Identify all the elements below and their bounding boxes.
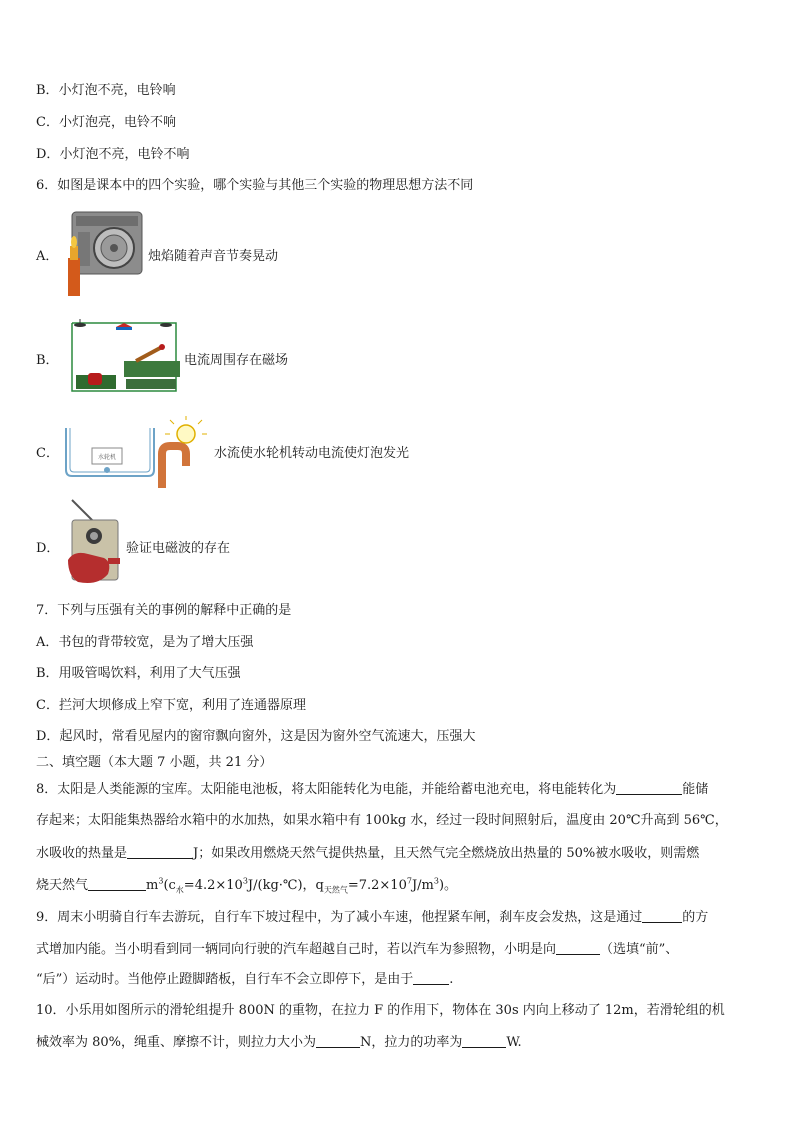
option-text: 书包的背带较宽，是为了增大压强: [58, 635, 254, 650]
q9-blank-2[interactable]: [556, 940, 600, 955]
q8-text: 水吸收的热量是: [36, 846, 128, 861]
option-text: 拦河大坝修成上窄下宽，利用了连通器原理: [58, 698, 306, 713]
option-text: 用吸管喝饮料，利用了大气压强: [58, 666, 241, 681]
q9-blank-3[interactable]: [413, 970, 449, 985]
q6-stem: 6．如图是课本中的四个实验，哪个实验与其他三个实验的物理思想方法不同: [36, 178, 474, 193]
q8-text: )。: [438, 878, 458, 893]
q9-line-2: [36, 940, 678, 959]
q7-option-a: [36, 634, 253, 652]
q6-option-c-text: 水流使水轮机转动电流使灯泡发光: [214, 446, 410, 461]
q8-text: 能储: [682, 782, 709, 797]
option-label: C．: [36, 115, 59, 130]
q8-text: J/(kg·℃)，q: [247, 878, 324, 893]
circuit-magnet-image: [66, 317, 182, 397]
q9-text: 的方: [682, 910, 709, 925]
q8-sup: 7: [406, 876, 412, 886]
option-text: 小灯泡亮，电铃不响: [58, 115, 176, 130]
q10-text: N，拉力的功率为: [360, 1035, 463, 1050]
option-text: 小灯泡不亮，电铃不响: [59, 147, 190, 162]
option-label: C．: [36, 698, 59, 713]
speaker-candle-image: [62, 206, 146, 298]
q7-option-c: [36, 697, 306, 715]
q10-line-1: 10．小乐用如图所示的滑轮组提升 800N 的重物，在拉力 F 的作用下，物体在 30s 内向上移动了 12m，若滑轮组的机: [36, 1003, 725, 1018]
q6-option-b-text: 电流周围存在磁场: [184, 353, 289, 368]
q9-text: 9．周末小明骑自行车去游玩，自行车下坡过程中，为了减小车速，他捏紧车闸，刹车皮会发热，这是通过: [36, 910, 643, 925]
q9-text: .: [449, 972, 454, 987]
q8-line-2: 存起来；太阳能集热器给水箱中的水加热，如果水箱中有 100kg 水，经过一段时间照射后，温度由 20℃升高到 56℃，: [36, 813, 728, 828]
option-label: B．: [36, 83, 59, 98]
q8-text: m: [146, 878, 159, 893]
q8-text: J；如果改用燃烧天然气提供热量，且天然气完全燃烧放出热量的 50%被水吸收，则需燃: [193, 846, 700, 861]
q8-line-1: [36, 780, 708, 799]
q8-text: J/m: [411, 878, 434, 893]
q6-option-a-label: A．: [36, 249, 59, 264]
q6-option-a-text: 烛焰随着声音节奏晃动: [148, 249, 279, 264]
q10-text: 械效率为 80%，绳重、摩擦不计，则拉力大小为: [36, 1035, 317, 1050]
option-label: A．: [36, 635, 59, 650]
option-text: 起风时，常看见屋内的窗帘飘向窗外，这是因为窗外空气流速大，压强大: [59, 729, 476, 744]
q9-line-3: [36, 970, 453, 989]
q8-sup: 3: [433, 876, 439, 886]
q10-blank-2[interactable]: [462, 1033, 506, 1048]
q8-text: =4.2×10: [183, 878, 243, 893]
q8-text: 烧天然气: [36, 878, 89, 893]
q5-option-c: [36, 114, 176, 132]
q7-option-d: [36, 728, 475, 746]
q8-text: =7.2×10: [347, 878, 407, 893]
water-turbine-image: [62, 414, 212, 488]
q6-option-d-label: D．: [36, 541, 60, 556]
q9-text: “后”）运动时。当他停止蹬脚踏板，自行车不会立即停下，是由于: [36, 972, 414, 987]
q8-blank-1[interactable]: [616, 780, 682, 795]
q5-option-b: [36, 82, 176, 100]
q9-text: （选填“前”、: [600, 942, 679, 957]
q9-line-1: [36, 908, 708, 927]
q8-text: 8．太阳是人类能源的宝库。太阳能电池板，将太阳能转化为电能，并能给蓄电池充电，将电能转化为: [36, 782, 617, 797]
q8-line-4: [36, 876, 457, 895]
section-heading: 二、填空题（本大题 7 小题，共 21 分）: [36, 755, 273, 770]
q8-blank-2[interactable]: [127, 844, 193, 859]
water-turbine-label: 水轮机: [97, 454, 117, 461]
q8-blank-3[interactable]: [88, 876, 146, 891]
q7-option-b: [36, 665, 241, 683]
q5-option-d: [36, 146, 189, 164]
q9-text: 式增加内能。当小明看到同一辆同向行驶的汽车超越自己时，若以汽车为参照物，小明是向: [36, 942, 557, 957]
q10-text: W.: [506, 1035, 522, 1050]
option-label: B．: [36, 666, 59, 681]
q9-blank-1[interactable]: [642, 908, 682, 923]
q8-sup: 3: [242, 876, 248, 886]
q6-option-c-label: C．: [36, 446, 59, 461]
q6-option-b-label: B．: [36, 353, 59, 368]
q7-stem: 7．下列与压强有关的事例的解释中正确的是: [36, 603, 292, 618]
q8-sub: 水: [175, 885, 184, 895]
option-label: D．: [36, 729, 60, 744]
q8-text: (c: [163, 878, 176, 893]
q8-sup: 3: [158, 876, 164, 886]
option-text: 小灯泡不亮，电铃响: [58, 83, 176, 98]
q8-line-3: [36, 844, 699, 863]
q8-sub: 天然气: [323, 885, 348, 895]
q10-blank-1[interactable]: [316, 1033, 360, 1048]
q6-option-d-text: 验证电磁波的存在: [126, 541, 231, 556]
radio-antenna-image: [64, 498, 124, 588]
q10-line-2: [36, 1033, 522, 1052]
option-label: D．: [36, 147, 60, 162]
